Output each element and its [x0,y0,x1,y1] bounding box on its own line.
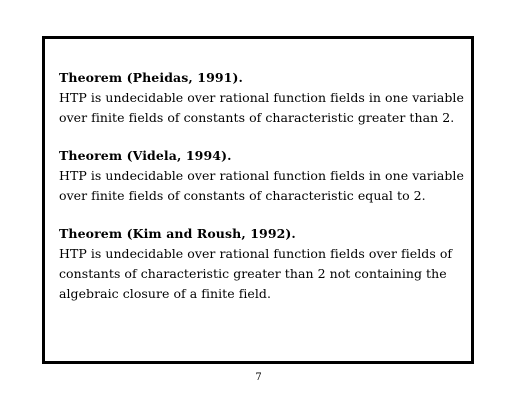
theorem-statement [59,244,459,304]
statement-line: algebraic closure of a finite field. [59,286,271,301]
statement-line: constants of characteristic greater than 2 not containing the [59,266,447,281]
statement-line: HTP is undecidable over rational function fields in one variable [59,90,464,105]
theorem-statement [59,88,464,128]
theorem-title: Theorem (Kim and Roush, 1992). [59,226,296,241]
theorem-kim-roush [59,224,459,304]
statement-line: over finite fields of constants of characteristic greater than 2. [59,110,455,125]
theorem-videla [59,146,464,206]
theorem-pheidas [59,68,464,128]
theorem-title: Theorem (Videla, 1994). [59,148,232,163]
theorem-statement [59,166,464,206]
slide-content [59,68,464,322]
theorem-title: Theorem (Pheidas, 1991). [59,70,243,85]
statement-line: HTP is undecidable over rational function fields over fields of [59,246,453,261]
statement-line: HTP is undecidable over rational function fields in one variable [59,168,464,183]
page-number: 7 [255,372,262,383]
statement-line: over finite fields of constants of characteristic equal to 2. [59,188,426,203]
